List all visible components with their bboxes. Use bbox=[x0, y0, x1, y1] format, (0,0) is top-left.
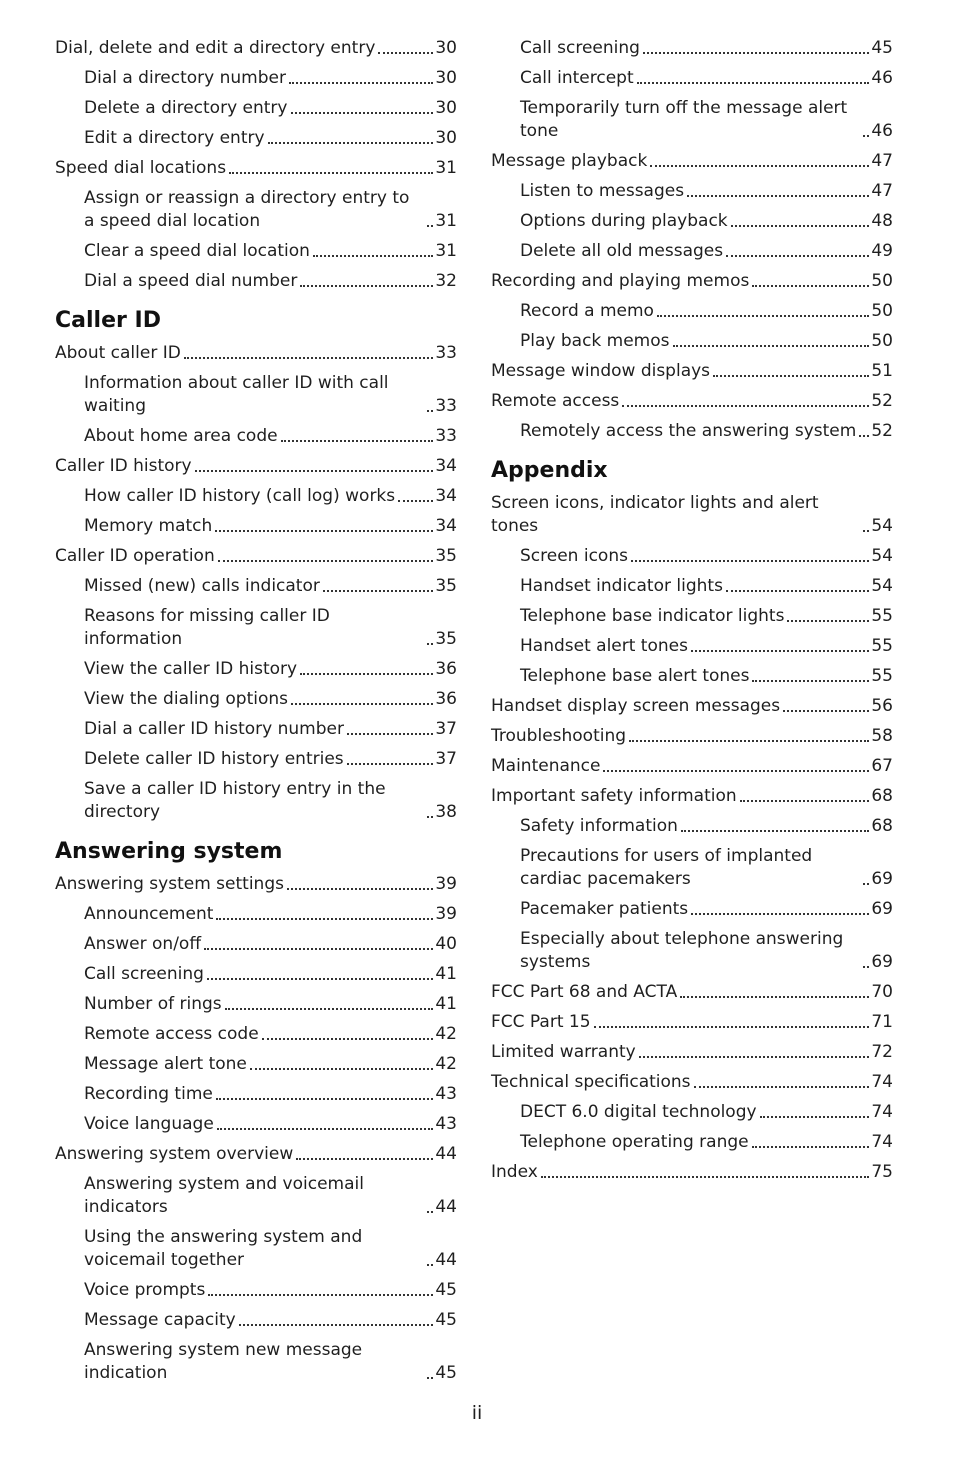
toc-entry[interactable] bbox=[55, 1339, 457, 1385]
toc-entry-title: Recording and playing memos bbox=[491, 271, 750, 291]
toc-entry-title: FCC Part 68 and ACTA bbox=[491, 982, 678, 1002]
dot-leader bbox=[300, 673, 433, 675]
toc-entry-title: Remotely access the answering system bbox=[520, 421, 857, 441]
dot-leader bbox=[262, 1038, 434, 1040]
dot-leader bbox=[239, 1324, 434, 1326]
toc-entry-page: 38 bbox=[435, 802, 457, 822]
dot-leader bbox=[208, 1294, 433, 1296]
dot-leader bbox=[783, 710, 869, 712]
dot-leader bbox=[637, 82, 870, 84]
toc-entry-page: 33 bbox=[435, 396, 457, 416]
toc-entry[interactable] bbox=[55, 1226, 457, 1272]
dot-leader bbox=[643, 52, 869, 54]
toc-entry[interactable] bbox=[55, 425, 457, 448]
toc-entry[interactable] bbox=[491, 390, 893, 413]
toc-entry[interactable] bbox=[55, 718, 457, 741]
toc-entry-title: Dial a speed dial number bbox=[84, 271, 298, 291]
toc-entry[interactable] bbox=[55, 1143, 457, 1166]
toc-entry-title: Troubleshooting bbox=[491, 726, 627, 746]
toc-entry[interactable] bbox=[491, 360, 893, 383]
toc-entry[interactable] bbox=[491, 420, 893, 443]
toc-entry-page: 30 bbox=[435, 38, 457, 58]
dot-leader bbox=[787, 620, 869, 622]
toc-entry[interactable] bbox=[55, 37, 457, 60]
dot-leader bbox=[378, 52, 433, 54]
toc-entry-page: 31 bbox=[435, 158, 457, 178]
toc-column-left bbox=[55, 37, 457, 1392]
toc-entry-title: Telephone operating range bbox=[520, 1132, 749, 1152]
dot-leader bbox=[427, 643, 433, 645]
toc-entry-page: 48 bbox=[871, 211, 893, 231]
toc-entry-title: Answering system new message indication bbox=[84, 1340, 363, 1383]
dot-leader bbox=[863, 530, 869, 532]
toc-entry-page: 34 bbox=[435, 516, 457, 536]
toc-entry-page: 42 bbox=[435, 1024, 457, 1044]
toc-entry[interactable] bbox=[55, 778, 457, 824]
dot-leader bbox=[268, 142, 434, 144]
toc-entry[interactable] bbox=[55, 605, 457, 651]
dot-leader bbox=[281, 440, 434, 442]
dot-leader bbox=[726, 590, 869, 592]
toc-entry-title: FCC Part 15 bbox=[491, 1012, 591, 1032]
toc-entry-page: 69 bbox=[871, 869, 893, 889]
toc-entry[interactable] bbox=[491, 210, 893, 233]
toc-entry-title: Recording time bbox=[84, 1084, 213, 1104]
toc-entry[interactable] bbox=[55, 575, 457, 598]
toc-entry-title: Handset alert tones bbox=[520, 636, 688, 656]
toc-entry-title: About home area code bbox=[84, 426, 278, 446]
toc-entry-page: 39 bbox=[435, 874, 457, 894]
toc-entry-page: 30 bbox=[435, 128, 457, 148]
toc-entry[interactable] bbox=[491, 545, 893, 568]
toc-entry-title: Telephone base indicator lights bbox=[520, 606, 785, 626]
toc-entry-title: Edit a directory entry bbox=[84, 128, 265, 148]
toc-entry-page: 54 bbox=[871, 546, 893, 566]
toc-entry[interactable] bbox=[55, 127, 457, 150]
toc-entry[interactable] bbox=[491, 898, 893, 921]
dot-leader bbox=[863, 135, 869, 137]
dot-leader bbox=[731, 225, 870, 227]
toc-entry-page: 44 bbox=[435, 1144, 457, 1164]
toc-entry[interactable] bbox=[491, 270, 893, 293]
toc-entry[interactable] bbox=[55, 1173, 457, 1219]
dot-leader bbox=[296, 1158, 433, 1160]
toc-entry-page: 44 bbox=[435, 1250, 457, 1270]
toc-entry-page: 58 bbox=[871, 726, 893, 746]
toc-entry[interactable] bbox=[55, 372, 457, 418]
toc-entry-page: 74 bbox=[871, 1132, 893, 1152]
toc-entry[interactable] bbox=[55, 993, 457, 1016]
toc-entry-page: 46 bbox=[871, 68, 893, 88]
toc-entry-title: Using the answering system and voicemail together bbox=[84, 1227, 363, 1270]
toc-entry-title: Index bbox=[491, 1162, 538, 1182]
toc-entry[interactable] bbox=[491, 725, 893, 748]
toc-entry-title: Reasons for missing caller ID information bbox=[84, 606, 330, 649]
toc-entry-page: 55 bbox=[871, 636, 893, 656]
toc-entry[interactable] bbox=[491, 1071, 893, 1094]
dot-leader bbox=[859, 435, 869, 437]
toc-entry-page: 71 bbox=[871, 1012, 893, 1032]
toc-entry[interactable] bbox=[491, 1101, 893, 1124]
dot-leader bbox=[657, 315, 869, 317]
toc-entry-page: 34 bbox=[435, 486, 457, 506]
toc-entry-title: Voice prompts bbox=[84, 1280, 206, 1300]
toc-entry-title: Delete a directory entry bbox=[84, 98, 288, 118]
dot-leader bbox=[650, 165, 869, 167]
toc-entry[interactable] bbox=[55, 187, 457, 233]
toc-entry-title: Information about caller ID with call waiting bbox=[84, 373, 389, 416]
toc-entry-page: 43 bbox=[435, 1114, 457, 1134]
toc-entry-title: Call intercept bbox=[520, 68, 634, 88]
toc-entry-page: 33 bbox=[435, 426, 457, 446]
toc-entry[interactable] bbox=[491, 665, 893, 688]
toc-entry[interactable] bbox=[491, 1131, 893, 1154]
toc-entry-title: Call screening bbox=[520, 38, 640, 58]
toc-entry-title: Maintenance bbox=[491, 756, 601, 776]
toc-entry-title: Delete all old messages bbox=[520, 241, 724, 261]
toc-entry-page: 68 bbox=[871, 816, 893, 836]
toc-entry-title: Remote access code bbox=[84, 1024, 259, 1044]
dot-leader bbox=[427, 225, 433, 227]
dot-leader bbox=[427, 410, 433, 412]
toc-entry-title: Call screening bbox=[84, 964, 204, 984]
toc-entry[interactable] bbox=[55, 688, 457, 711]
toc-entry[interactable] bbox=[491, 755, 893, 778]
toc-entry[interactable] bbox=[491, 845, 893, 891]
dot-leader bbox=[631, 560, 869, 562]
toc-entry-title: Dial, delete and edit a directory entry bbox=[55, 38, 376, 58]
toc-entry-page: 33 bbox=[435, 343, 457, 363]
toc-entry[interactable] bbox=[55, 485, 457, 508]
toc-entry[interactable] bbox=[491, 1161, 893, 1184]
toc-entry[interactable] bbox=[491, 150, 893, 173]
toc-entry[interactable] bbox=[55, 240, 457, 263]
toc-entry-page: 41 bbox=[435, 964, 457, 984]
toc-entry-title: Delete caller ID history entries bbox=[84, 749, 344, 769]
toc-entry-page: 30 bbox=[435, 98, 457, 118]
dot-leader bbox=[287, 888, 433, 890]
dot-leader bbox=[215, 530, 433, 532]
toc-entry[interactable] bbox=[55, 1113, 457, 1136]
dot-leader bbox=[217, 1128, 434, 1130]
toc-entry[interactable] bbox=[491, 97, 893, 143]
toc-entry-page: 35 bbox=[435, 576, 457, 596]
toc-entry-page: 45 bbox=[871, 38, 893, 58]
toc-entry-page: 55 bbox=[871, 606, 893, 626]
toc-entry-page: 31 bbox=[435, 211, 457, 231]
toc-entry[interactable] bbox=[55, 1309, 457, 1332]
toc-entry-title: Listen to messages bbox=[520, 181, 685, 201]
dot-leader bbox=[863, 883, 869, 885]
toc-entry-page: 36 bbox=[435, 689, 457, 709]
dot-leader bbox=[323, 590, 433, 592]
dot-leader bbox=[629, 740, 869, 742]
toc-entry[interactable] bbox=[55, 1053, 457, 1076]
dot-leader bbox=[713, 375, 869, 377]
dot-leader bbox=[204, 948, 433, 950]
dot-leader bbox=[250, 1068, 433, 1070]
toc-entry-page: 34 bbox=[435, 456, 457, 476]
dot-leader bbox=[427, 1377, 433, 1379]
dot-leader bbox=[184, 357, 434, 359]
toc-entry-page: 69 bbox=[871, 899, 893, 919]
dot-leader bbox=[291, 112, 434, 114]
dot-leader bbox=[726, 255, 869, 257]
toc-entry-page: 50 bbox=[871, 271, 893, 291]
toc-entry-title: Precautions for users of implanted cardiac pacemakers bbox=[520, 846, 813, 889]
dot-leader bbox=[427, 1264, 433, 1266]
toc-entry[interactable] bbox=[491, 981, 893, 1004]
toc-entry-page: 45 bbox=[435, 1280, 457, 1300]
toc-entry-page: 50 bbox=[871, 331, 893, 351]
toc-entry[interactable] bbox=[491, 67, 893, 90]
dot-leader bbox=[740, 800, 870, 802]
toc-entry-page: 46 bbox=[871, 121, 893, 141]
toc-entry-page: 55 bbox=[871, 666, 893, 686]
toc-entry[interactable] bbox=[55, 455, 457, 478]
toc-entry-page: 52 bbox=[871, 391, 893, 411]
dot-leader bbox=[752, 1146, 870, 1148]
toc-entry-page: 36 bbox=[435, 659, 457, 679]
toc-entry-title: Temporarily turn off the message alert tone bbox=[520, 98, 848, 141]
toc-entry-page: 30 bbox=[435, 68, 457, 88]
dot-leader bbox=[398, 500, 433, 502]
toc-entry-page: 54 bbox=[871, 516, 893, 536]
toc-entry[interactable] bbox=[55, 933, 457, 956]
dot-leader bbox=[680, 996, 869, 998]
toc-entry[interactable] bbox=[491, 605, 893, 628]
toc-entry-title: Message capacity bbox=[84, 1310, 236, 1330]
toc-entry-page: 35 bbox=[435, 546, 457, 566]
dot-leader bbox=[694, 1086, 870, 1088]
toc-entry-page: 72 bbox=[871, 1042, 893, 1062]
toc-entry-title: Announcement bbox=[84, 904, 214, 924]
toc-column-right bbox=[491, 37, 893, 1191]
page-number: ii bbox=[471, 1402, 483, 1424]
dot-leader bbox=[427, 816, 433, 818]
toc-entry-title: Save a caller ID history entry in the directory bbox=[84, 779, 386, 822]
dot-leader bbox=[691, 650, 869, 652]
toc-entry-page: 42 bbox=[435, 1054, 457, 1074]
toc-entry[interactable] bbox=[491, 635, 893, 658]
toc-entry-title: Message alert tone bbox=[84, 1054, 247, 1074]
toc-entry-title: DECT 6.0 digital technology bbox=[520, 1102, 757, 1122]
dot-leader bbox=[863, 966, 869, 968]
dot-leader bbox=[216, 918, 433, 920]
section-heading: Caller ID bbox=[55, 308, 161, 333]
toc-entry-page: 41 bbox=[435, 994, 457, 1014]
toc-entry-title: Answering system overview bbox=[55, 1144, 294, 1164]
toc-entry-title: Answering system settings bbox=[55, 874, 284, 894]
toc-entry-page: 37 bbox=[435, 719, 457, 739]
toc-entry[interactable] bbox=[491, 1041, 893, 1064]
toc-entry-page: 69 bbox=[871, 952, 893, 972]
dot-leader bbox=[291, 703, 433, 705]
dot-leader bbox=[218, 560, 434, 562]
toc-entry-title: Assign or reassign a directory entry to a speed dial location bbox=[84, 188, 410, 231]
toc-entry-page: 40 bbox=[435, 934, 457, 954]
dot-leader bbox=[752, 285, 869, 287]
section-heading: Appendix bbox=[491, 458, 608, 483]
toc-entry-page: 47 bbox=[871, 181, 893, 201]
toc-entry-page: 32 bbox=[435, 271, 457, 291]
toc-entry-title: Handset indicator lights bbox=[520, 576, 723, 596]
dot-leader bbox=[673, 345, 870, 347]
toc-entry[interactable] bbox=[55, 1023, 457, 1046]
toc-entry-page: 75 bbox=[871, 1162, 893, 1182]
dot-leader bbox=[300, 285, 433, 287]
toc-entry-page: 44 bbox=[435, 1197, 457, 1217]
toc-entry[interactable] bbox=[55, 545, 457, 568]
toc-entry-title: Pacemaker patients bbox=[520, 899, 689, 919]
toc-entry-title: Especially about telephone answering systems bbox=[520, 929, 844, 972]
toc-entry-page: 70 bbox=[871, 982, 893, 1002]
toc-entry-title: Answer on/off bbox=[84, 934, 202, 954]
toc-entry-title: Screen icons bbox=[520, 546, 628, 566]
toc-entry[interactable] bbox=[55, 873, 457, 896]
toc-entry[interactable] bbox=[491, 928, 893, 974]
toc-entry[interactable] bbox=[55, 1083, 457, 1106]
dot-leader bbox=[681, 830, 869, 832]
dot-leader bbox=[313, 255, 433, 257]
toc-entry[interactable] bbox=[55, 157, 457, 180]
toc-entry-title: Handset display screen messages bbox=[491, 696, 781, 716]
toc-entry-title: Number of rings bbox=[84, 994, 222, 1014]
toc-entry-title: Important safety information bbox=[491, 786, 737, 806]
dot-leader bbox=[752, 680, 869, 682]
toc-entry-page: 67 bbox=[871, 756, 893, 776]
toc-entry-title: Speed dial locations bbox=[55, 158, 227, 178]
toc-entry-page: 35 bbox=[435, 629, 457, 649]
toc-entry-page: 51 bbox=[871, 361, 893, 381]
toc-entry-page: 52 bbox=[871, 421, 893, 441]
toc-entry[interactable] bbox=[491, 180, 893, 203]
toc-entry[interactable] bbox=[55, 515, 457, 538]
toc-entry-title: Remote access bbox=[491, 391, 620, 411]
toc-entry-page: 37 bbox=[435, 749, 457, 769]
toc-entry-title: Voice language bbox=[84, 1114, 214, 1134]
dot-leader bbox=[687, 195, 869, 197]
toc-entry[interactable] bbox=[55, 342, 457, 365]
toc-entry[interactable] bbox=[55, 67, 457, 90]
toc-entry-title: Answering system and voicemail indicators bbox=[84, 1174, 364, 1217]
toc-entry-page: 50 bbox=[871, 301, 893, 321]
toc-entry[interactable] bbox=[491, 1011, 893, 1034]
toc-entry[interactable] bbox=[491, 492, 893, 538]
toc-entry-title: Options during playback bbox=[520, 211, 728, 231]
toc-entry-page: 43 bbox=[435, 1084, 457, 1104]
toc-entry[interactable] bbox=[491, 300, 893, 323]
dot-leader bbox=[225, 1008, 434, 1010]
toc-entry-title: Screen icons, indicator lights and alert tones bbox=[491, 493, 819, 536]
toc-entry[interactable] bbox=[491, 575, 893, 598]
toc-entry-page: 39 bbox=[435, 904, 457, 924]
toc-entry-title: Caller ID history bbox=[55, 456, 192, 476]
toc-entry[interactable] bbox=[55, 748, 457, 771]
toc-entry[interactable] bbox=[491, 330, 893, 353]
toc-entry-title: Technical specifications bbox=[491, 1072, 691, 1092]
toc-entry[interactable] bbox=[55, 658, 457, 681]
section-heading: Answering system bbox=[55, 839, 283, 864]
toc-entry[interactable] bbox=[55, 903, 457, 926]
toc-entry-title: About caller ID bbox=[55, 343, 181, 363]
toc-entry-page: 74 bbox=[871, 1072, 893, 1092]
dot-leader bbox=[347, 733, 433, 735]
dot-leader bbox=[207, 978, 433, 980]
toc-entry-page: 54 bbox=[871, 576, 893, 596]
dot-leader bbox=[229, 172, 433, 174]
toc-entry-title: Telephone base alert tones bbox=[520, 666, 750, 686]
dot-leader bbox=[760, 1116, 870, 1118]
toc-entry-page: 45 bbox=[435, 1310, 457, 1330]
toc-entry-title: Clear a speed dial location bbox=[84, 241, 310, 261]
dot-leader bbox=[639, 1056, 870, 1058]
toc-entry-page: 49 bbox=[871, 241, 893, 261]
dot-leader bbox=[347, 763, 434, 765]
dot-leader bbox=[195, 470, 434, 472]
toc-entry-title: Message window displays bbox=[491, 361, 711, 381]
toc-entry-page: 74 bbox=[871, 1102, 893, 1122]
toc-entry-title: Missed (new) calls indicator bbox=[84, 576, 320, 596]
toc-entry-title: Dial a directory number bbox=[84, 68, 286, 88]
toc-entry[interactable] bbox=[55, 97, 457, 120]
dot-leader bbox=[691, 913, 869, 915]
toc-entry-title: How caller ID history (call log) works bbox=[84, 486, 396, 506]
toc-entry[interactable] bbox=[491, 785, 893, 808]
dot-leader bbox=[622, 405, 869, 407]
toc-entry[interactable] bbox=[491, 37, 893, 60]
toc-entry[interactable] bbox=[55, 963, 457, 986]
toc-entry-title: Caller ID operation bbox=[55, 546, 215, 566]
toc-entry-title: Memory match bbox=[84, 516, 213, 536]
toc-entry[interactable] bbox=[491, 240, 893, 263]
dot-leader bbox=[603, 770, 869, 772]
dot-leader bbox=[427, 1211, 433, 1213]
toc-entry-page: 47 bbox=[871, 151, 893, 171]
toc-entry[interactable] bbox=[491, 695, 893, 718]
toc-entry-title: Dial a caller ID history number bbox=[84, 719, 344, 739]
dot-leader bbox=[216, 1098, 434, 1100]
dot-leader bbox=[289, 82, 433, 84]
toc-entry[interactable] bbox=[491, 815, 893, 838]
toc-entry-page: 31 bbox=[435, 241, 457, 261]
toc-entry[interactable] bbox=[55, 270, 457, 293]
toc-entry-page: 68 bbox=[871, 786, 893, 806]
toc-entry[interactable] bbox=[55, 1279, 457, 1302]
toc-entry-page: 45 bbox=[435, 1363, 457, 1383]
toc-entry-title: View the caller ID history bbox=[84, 659, 298, 679]
toc-entry-title: Record a memo bbox=[520, 301, 654, 321]
dot-leader bbox=[594, 1026, 870, 1028]
toc-entry-title: Message playback bbox=[491, 151, 648, 171]
dot-leader bbox=[541, 1176, 870, 1178]
toc-entry-title: Play back memos bbox=[520, 331, 670, 351]
toc-entry-title: Limited warranty bbox=[491, 1042, 636, 1062]
toc-entry-page: 56 bbox=[871, 696, 893, 716]
toc-entry-title: View the dialing options bbox=[84, 689, 289, 709]
toc-entry-title: Safety information bbox=[520, 816, 678, 836]
